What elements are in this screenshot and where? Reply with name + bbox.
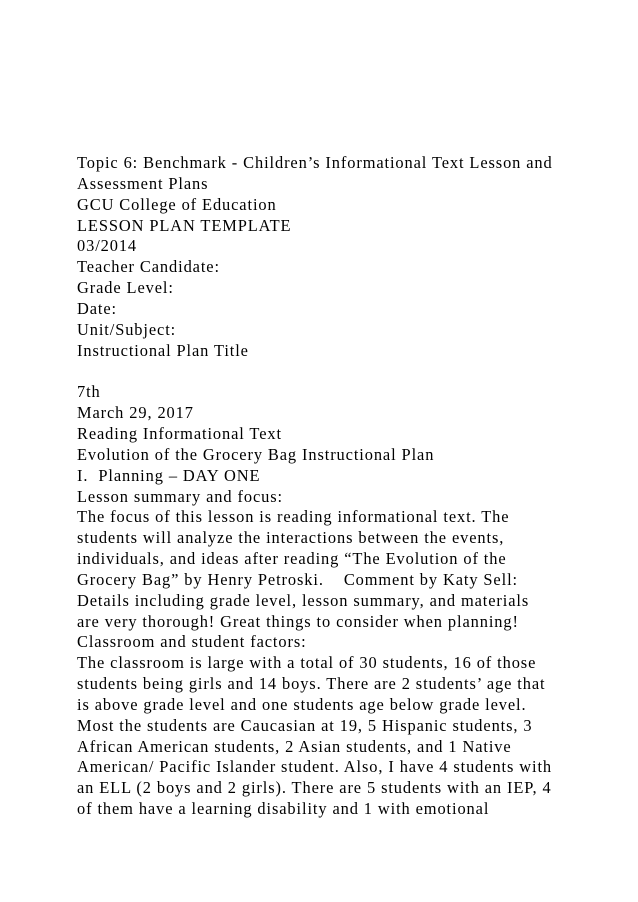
section-heading-planning: I. Planning – DAY ONE <box>77 465 261 485</box>
college-name: GCU College of Education <box>77 194 277 214</box>
paragraph-line: individuals, and ideas after reading “The Evolution of the <box>77 549 507 569</box>
comment-line: Details including grade level, lesson summary, and materials <box>77 590 530 610</box>
blank-line <box>77 361 622 382</box>
paragraph-line: students being girls and 14 boys. There are 2 students’ age that <box>77 674 546 694</box>
paragraph-line: students will analyze the interactions between the events, <box>77 528 505 548</box>
unit-subject-value: Reading Informational Text <box>77 423 282 443</box>
paragraph-line: an ELL (2 boys and 2 girls). There are 5 students with an IEP, 4 <box>77 778 552 798</box>
document-body <box>77 153 622 820</box>
paragraph-line: The focus of this lesson is reading informational text. The <box>77 507 510 527</box>
document-title-line-1: Topic 6: Benchmark - Children’s Informational Text Lesson and <box>77 153 553 172</box>
paragraph-line: American/ Pacific Islander student. Also, I have 4 students with <box>77 757 553 777</box>
paragraph-line: Grocery Bag” by Henry Petroski. Comment by Katy Sell: <box>77 569 518 589</box>
template-name: LESSON PLAN TEMPLATE <box>77 215 292 235</box>
date-value: March 29, 2017 <box>77 403 194 423</box>
paragraph-line: is above grade level and one students age below grade level. <box>77 694 527 714</box>
instructional-plan-title-label: Instructional Plan Title <box>77 340 249 360</box>
unit-subject-label: Unit/Subject: <box>77 319 177 339</box>
date-label: Date: <box>77 298 117 318</box>
comment-line: are very thorough! Great things to consider when planning! <box>77 611 519 631</box>
lesson-summary-heading: Lesson summary and focus: <box>77 486 283 506</box>
paragraph-line: of them have a learning disability and 1 with emotional <box>77 799 490 819</box>
instructional-plan-title-value: Evolution of the Grocery Bag Instructional Plan <box>77 444 435 464</box>
grade-level-value: 7th <box>77 382 101 402</box>
teacher-candidate-label: Teacher Candidate: <box>77 257 220 277</box>
paragraph-line: African American students, 2 Asian students, and 1 Native <box>77 736 512 756</box>
template-date: 03/2014 <box>77 236 138 256</box>
grade-level-label: Grade Level: <box>77 278 174 298</box>
paragraph-line: The classroom is large with a total of 30 students, 16 of those <box>77 653 537 673</box>
paragraph-line: Most the students are Caucasian at 19, 5 Hispanic students, 3 <box>77 715 533 735</box>
document-title-line-2: Assessment Plans <box>77 173 209 193</box>
classroom-factors-heading: Classroom and student factors: <box>77 632 307 652</box>
